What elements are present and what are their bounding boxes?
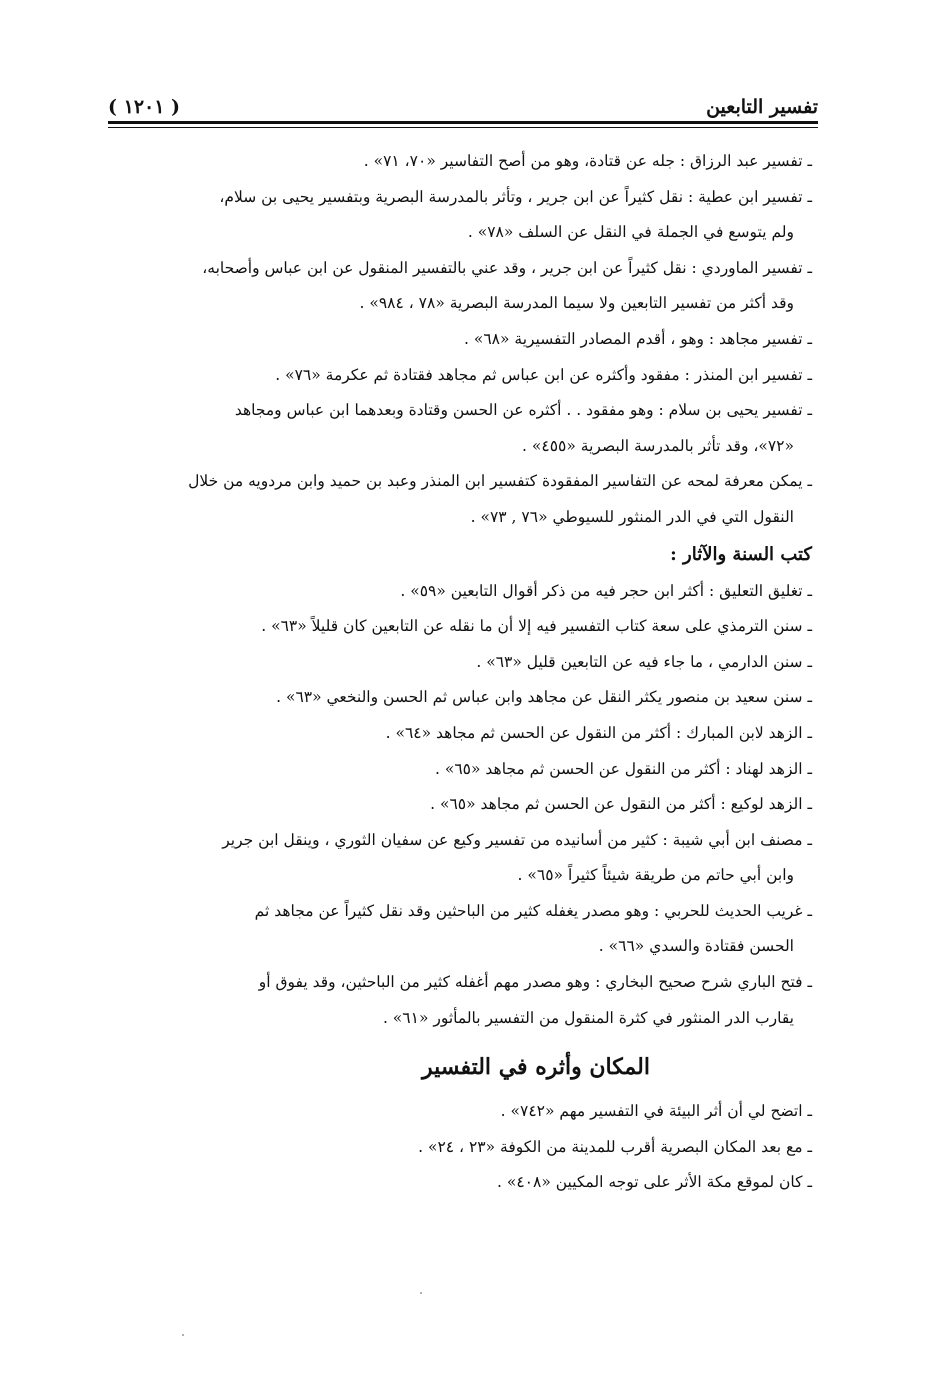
page-number: ( ١٢٠١ ) <box>108 96 181 118</box>
entry-line: ـ فتح الباري شرح صحيح البخاري : وهو مصدر مهم أغفله كثير من الباحثين، وقد يفوق أو <box>258 973 812 992</box>
entry-line: ـ اتضح لي أن أثر البيئة في التفسير مهم «٧٤٢» . <box>500 1102 812 1121</box>
list-item <box>110 645 812 681</box>
running-title: تفسير التابعين <box>706 96 818 118</box>
entry-line: ـ تغليق التعليق : أكثر ابن حجر فيه من ذكر أقوال التابعين «٥٩» . <box>400 581 812 600</box>
entry-continuation-line: وابن أبي حاتم من طريقة شيئاً كثيراً «٦٥» . <box>517 866 794 885</box>
entry-line: ـ غريب الحديث للحربي : وهو مصدر يغفله كثير من الباحثين وقد نقل كثيراً عن مجاهد ثم <box>254 901 812 920</box>
list-item <box>110 894 812 965</box>
list-item <box>110 680 812 716</box>
entry-line: ـ كان لموقع مكة الأثر على توجه المكيين «٤٠٨» . <box>496 1173 812 1192</box>
entry-line: ـ سنن سعيد بن منصور يكثر النقل عن مجاهد وابن عباس ثم الحسن والنخعي «٦٣» . <box>276 688 812 707</box>
list-item <box>110 965 812 1036</box>
entry-continuation-line: «٧٢»، وقد تأثر بالمدرسة البصرية «٤٥٥» . <box>522 436 794 455</box>
header-rule-thin <box>108 127 818 128</box>
entry-continuation-line: يقارب الدر المنثور في كثرة المنقول من التفسير بالمأثور «٦١» . <box>382 1008 794 1027</box>
list-item <box>110 322 812 358</box>
scan-speck <box>182 1334 184 1336</box>
page-header <box>108 88 818 118</box>
section-heading-sunna: كتب السنة والآثار : <box>670 543 812 565</box>
sunna-sources-list <box>110 574 812 1037</box>
entry-line: ـ سنن الدارمي ، ما جاء فيه عن التابعين قليل «٦٣» . <box>476 652 812 671</box>
page-content <box>110 144 812 1201</box>
list-item <box>110 144 812 180</box>
section-heading-place: المكان وأثره في التفسير <box>422 1054 650 1081</box>
entry-line: ـ مصنف ابن أبي شيبة : كثير من أسانيده من تفسير وكيع عن سفيان الثوري ، وينقل ابن جرير <box>222 830 812 849</box>
entry-line: ـ سنن الترمذي على سعة كتاب التفسير فيه إلا أن ما نقله عن التابعين كان قليلاً «٦٣» . <box>261 617 812 636</box>
list-item <box>110 752 812 788</box>
header-rule-thick <box>108 121 818 124</box>
scan-speck <box>420 1292 422 1294</box>
entry-line: ـ تفسير ابن المنذر : مفقود وأكثره عن ابن عباس ثم مجاهد فقتادة ثم عكرمة «٧٦» . <box>275 365 812 384</box>
entry-continuation-line: النقول التي في الدر المنثور للسيوطي «٧٦ , ٧٣» . <box>470 507 794 526</box>
entry-line: ـ مع بعد المكان البصرية أقرب للمدينة من الكوفة «٢٣ ، ٢٤» . <box>418 1137 812 1156</box>
entry-continuation-line: الحسن فقتادة والسدي «٦٦» . <box>598 937 794 956</box>
list-item <box>110 1165 812 1201</box>
entry-line: ـ الزهد لابن المبارك : أكثر من النقول عن الحسن ثم مجاهد «٦٤» . <box>385 723 812 742</box>
list-item <box>110 180 812 251</box>
list-item <box>110 574 812 610</box>
entry-line: ـ تفسير يحيى بن سلام : وهو مفقود . . أكثره عن الحسن وقتادة وبعدهما ابن عباس ومجاهد <box>234 401 812 420</box>
tafsir-sources-list <box>110 144 812 536</box>
place-findings-list <box>110 1094 812 1201</box>
entry-line: ـ يمكن معرفة لمحه عن التفاسير المفقودة كتفسير ابن المنذر وعبد بن حميد وابن مردويه من خلال <box>188 472 812 491</box>
list-item <box>110 716 812 752</box>
list-item <box>110 1130 812 1166</box>
entry-line: ـ تفسير عبد الرزاق : جله عن قتادة، وهو من أصح التفاسير «٧٠، ٧١» . <box>363 152 812 170</box>
entry-line: ـ الزهد لهناد : أكثر من النقول عن الحسن ثم مجاهد «٦٥» . <box>434 759 812 778</box>
list-item <box>110 393 812 464</box>
entry-line: ـ تفسير مجاهد : وهو ، أقدم المصادر التفسيرية «٦٨» . <box>463 329 812 348</box>
list-item <box>110 787 812 823</box>
entry-line: ـ الزهد لوكيع : أكثر من النقول عن الحسن ثم مجاهد «٦٥» . <box>430 795 812 814</box>
list-item <box>110 251 812 322</box>
list-item <box>110 823 812 894</box>
entry-line: ـ تفسير ابن عطية : نقل كثيراً عن ابن جرير ، وتأثر بالمدرسة البصرية وبتفسير يحيى بن سلام، <box>219 187 812 206</box>
list-item <box>110 358 812 394</box>
list-item <box>110 609 812 645</box>
entry-line: ـ تفسير الماوردي : نقل كثيراً عن ابن جرير ، وقد عني بالتفسير المنقول عن ابن عباس وأصحابه، <box>202 258 812 277</box>
list-item <box>110 464 812 535</box>
entry-continuation-line: ولم يتوسع في الجملة في النقل عن السلف «٧٨» . <box>467 223 794 242</box>
list-item <box>110 1094 812 1130</box>
entry-continuation-line: وقد أكثر من تفسير التابعين ولا سيما المدرسة البصرية «٧٨ ، ٩٨٤» . <box>359 294 794 313</box>
